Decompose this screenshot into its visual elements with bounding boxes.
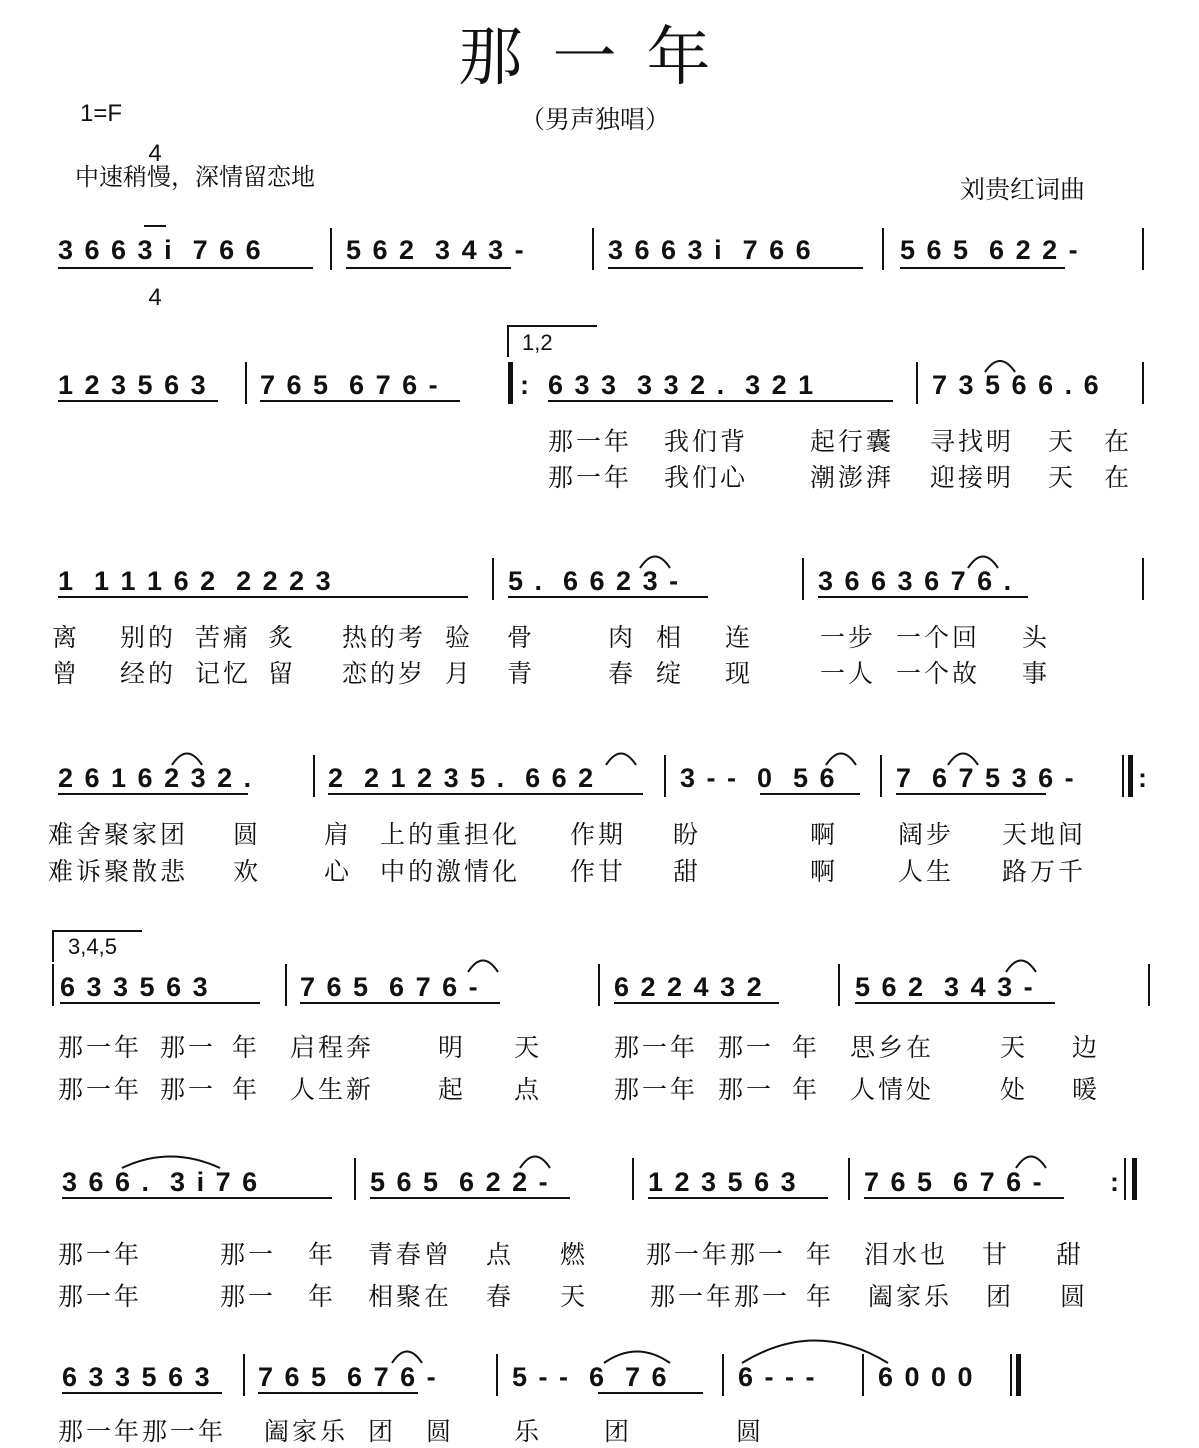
lyric: 天 (514, 1033, 543, 1062)
lyric: 肉 (608, 623, 637, 652)
lyric: 起行囊 (810, 427, 895, 456)
lyric: 那一 (160, 1075, 217, 1104)
lyric: 留 (268, 659, 297, 688)
song-title: 那一年 (458, 21, 741, 95)
measure: 2 2 1 2 3 5 . 6 6 2 (328, 763, 596, 793)
lyric: 那一年 (58, 1075, 143, 1104)
tie (742, 1341, 888, 1364)
lyric: 阔步 (898, 820, 955, 849)
slur (826, 754, 856, 766)
lyric: 那一年 (548, 463, 633, 492)
slur (640, 557, 670, 569)
lyric: 天 (560, 1282, 589, 1311)
lyric: 那一 (718, 1075, 775, 1104)
repeat-dots: : (1138, 763, 1149, 793)
measure: 5 6 5 6 2 2 - (370, 1167, 550, 1197)
lyric: 那一年 (58, 1033, 143, 1062)
measure: 7 6 5 6 7 6 - (260, 370, 440, 400)
slur (520, 1157, 550, 1169)
lyric: 验 (445, 623, 474, 652)
repeat-dots: : (520, 370, 531, 400)
lyric: 点 (514, 1075, 543, 1104)
slur (392, 1352, 422, 1364)
lyric: 那一年 (548, 427, 633, 456)
lyric: 迎接明 (930, 463, 1015, 492)
lyric: 那一 (220, 1282, 277, 1311)
lyric: 路万千 (1002, 857, 1087, 886)
lyric: 潮澎湃 (810, 463, 895, 492)
lyric: 作甘 (570, 857, 627, 886)
lyric: 作期 (570, 820, 627, 849)
slur (985, 361, 1015, 372)
lyric: 甜 (1056, 1240, 1085, 1269)
lyric: 月 (445, 659, 474, 688)
lyric: 明 (438, 1033, 467, 1062)
lyric: 苦痛 (195, 623, 252, 652)
measure: 5 . 6 6 2 3 - (508, 566, 681, 596)
measure: 6 3 3 3 3 2 . 3 2 1 (548, 370, 816, 400)
measure: 7 6 5 6 7 6 - (864, 1167, 1044, 1197)
lyric: 阖家乐 (264, 1417, 349, 1446)
lyric: 春 (486, 1282, 515, 1311)
slur (172, 754, 202, 766)
lyric: 相聚在 (368, 1282, 453, 1311)
lyric: 泪水也 (864, 1240, 949, 1269)
lyric: 天 (1000, 1033, 1029, 1062)
measure: 7 6 5 6 7 6 - (258, 1362, 438, 1392)
time-signature-bottom: 4 (148, 284, 162, 311)
measure: 3 6 6 3 i 7 6 6 (608, 235, 813, 265)
lyric: 那一年 (58, 1282, 143, 1311)
lyric: 那一 (160, 1033, 217, 1062)
lyric: 盼 (673, 820, 702, 849)
measure: 1 1 1 1 6 2 2 2 2 3 (58, 566, 333, 596)
lyric: 曾 (52, 659, 81, 688)
lyric: 点 (486, 1240, 515, 1269)
volta-label: 1,2 (522, 330, 553, 355)
lyric: 团 (368, 1417, 397, 1446)
lyric: 离 (52, 623, 81, 652)
lyric: 现 (725, 659, 754, 688)
lyric: 乐 (514, 1417, 543, 1446)
lyric: 团 (604, 1417, 633, 1446)
lyric: 天 (1048, 427, 1077, 456)
measure: 3 6 6 3 6 7 6 . (818, 566, 1014, 596)
lyric: 一个回 (896, 623, 981, 652)
slur (948, 754, 978, 766)
lyric: 春 (608, 659, 637, 688)
measure: 5 6 2 3 4 3 - (346, 235, 526, 265)
lyric: 欢 (233, 857, 262, 886)
lyric: 那一年 (614, 1075, 699, 1104)
lyric: 燃 (560, 1240, 589, 1269)
lyric: 那一年那一 (646, 1240, 787, 1269)
lyric: 人生 (898, 857, 955, 886)
lyric: 青春曾 (368, 1240, 453, 1269)
lyric: 上的重担化 (380, 820, 521, 849)
lyric: 寻找明 (930, 427, 1015, 456)
lyric: 年 (792, 1075, 821, 1104)
lyric: 我们背 (664, 427, 749, 456)
slur (1006, 961, 1036, 973)
measure: 2 6 1 6 2 3 2 . (58, 763, 254, 793)
lyric: 难诉聚散悲 (48, 857, 189, 886)
lyric: 启程奔 (290, 1033, 375, 1062)
composer-credit: 刘贵红词曲 (960, 175, 1086, 204)
lyric: 恋的岁 (342, 659, 427, 688)
lyric: 难舍聚家团 (48, 820, 189, 849)
measure: 7 3 5 6 6 . 6 (932, 370, 1101, 400)
tempo-marking: 中速稍慢，深情留恋地 (75, 163, 315, 191)
measure: 3 6 6 3 i 7 6 6 (58, 235, 263, 265)
lyric: 经的 (120, 659, 177, 688)
lyric: 中的激情化 (380, 857, 521, 886)
lyric: 思乡在 (850, 1033, 935, 1062)
lyric: 天 (1048, 463, 1077, 492)
lyric: 暖 (1072, 1075, 1101, 1104)
lyric: 边 (1072, 1033, 1101, 1062)
measure: 7 6 5 6 7 6 - (300, 972, 480, 1002)
lyric: 心 (324, 857, 353, 886)
measure: 3 6 6 . 3 i 7 6 (62, 1167, 260, 1197)
measure: 1 2 3 5 6 3 (648, 1167, 798, 1197)
measure: 5 6 2 3 4 3 - (855, 972, 1035, 1002)
lyric: 那一年 (614, 1033, 699, 1062)
measure: 6 0 0 0 (878, 1362, 975, 1392)
measure: 6 2 2 4 3 2 (614, 972, 764, 1002)
lyric: 圆 (1060, 1282, 1089, 1311)
slur (968, 557, 998, 569)
lyric: 那一 (718, 1033, 775, 1062)
lyric: 年 (308, 1282, 337, 1311)
volta-label: 3,4,5 (68, 934, 117, 959)
lyric: 在 (1104, 427, 1133, 456)
measure: 3 - - 0 5 6 (680, 763, 837, 793)
lyric: 热的考 (342, 623, 427, 652)
slur (604, 1352, 670, 1364)
lyric: 炙 (268, 623, 297, 652)
lyric: 圆 (736, 1417, 765, 1446)
time-signature-top: 4 (148, 140, 162, 167)
repeat-dots: : (1110, 1167, 1121, 1197)
measure: 6 3 3 5 6 3 (62, 1362, 212, 1392)
lyric: 一步 (820, 623, 877, 652)
lyric: 甘 (982, 1240, 1011, 1269)
lyric: 年 (308, 1240, 337, 1269)
lyric: 圆 (233, 820, 262, 849)
measure: 6 3 3 5 6 3 (60, 972, 210, 1002)
slur (606, 754, 636, 766)
lyric: 骨 (507, 623, 536, 652)
lyric: 处 (1000, 1075, 1029, 1104)
slur (468, 961, 498, 973)
lyric: 团 (986, 1282, 1015, 1311)
lyric: 年 (232, 1075, 261, 1104)
lyric: 我们心 (664, 463, 749, 492)
measure: 5 - - 6 7 6 (512, 1362, 669, 1392)
tie (122, 1157, 220, 1169)
lyric: 一人 (820, 659, 877, 688)
lyric: 那一年 (58, 1240, 143, 1269)
lyric: 相 (656, 623, 685, 652)
lyric: 啊 (810, 857, 839, 886)
lyric: 阖家乐 (868, 1282, 953, 1311)
lyric: 人生新 (290, 1075, 375, 1104)
lyric: 年 (806, 1282, 835, 1311)
measure: 7 6 7 5 3 6 - (896, 763, 1076, 793)
measure: 6 - - - (738, 1362, 817, 1392)
lyric: 绽 (656, 659, 685, 688)
lyric: 甜 (673, 857, 702, 886)
lyric: 一个故 (896, 659, 981, 688)
key-signature: 1=F (80, 100, 123, 127)
lyric: 年 (792, 1033, 821, 1062)
lyric: 年 (232, 1033, 261, 1062)
lyric: 头 (1022, 623, 1051, 652)
lyric: 那一 (220, 1240, 277, 1269)
lyric: 年 (806, 1240, 835, 1269)
lyric: 天地间 (1002, 820, 1087, 849)
lyric: 记忆 (195, 659, 252, 688)
lyric: 圆 (426, 1417, 455, 1446)
lyric: 别的 (120, 623, 177, 652)
lyric: 青 (507, 659, 536, 688)
lyric: 肩 (324, 820, 353, 849)
lyric: 起 (438, 1075, 467, 1104)
lyric: 那一年那一 (650, 1282, 791, 1311)
lyric: 人情处 (850, 1075, 935, 1104)
lyric: 啊 (810, 820, 839, 849)
lyric: 事 (1022, 659, 1051, 688)
measure: 5 6 5 6 2 2 - (900, 235, 1080, 265)
lyric: 那一年那一年 (58, 1417, 227, 1446)
lyric: 连 (725, 623, 754, 652)
slur (1016, 1157, 1046, 1169)
measure: 1 2 3 5 6 3 (58, 370, 208, 400)
lyric: 在 (1104, 463, 1133, 492)
performance-note: （男声独唱） (520, 105, 671, 134)
